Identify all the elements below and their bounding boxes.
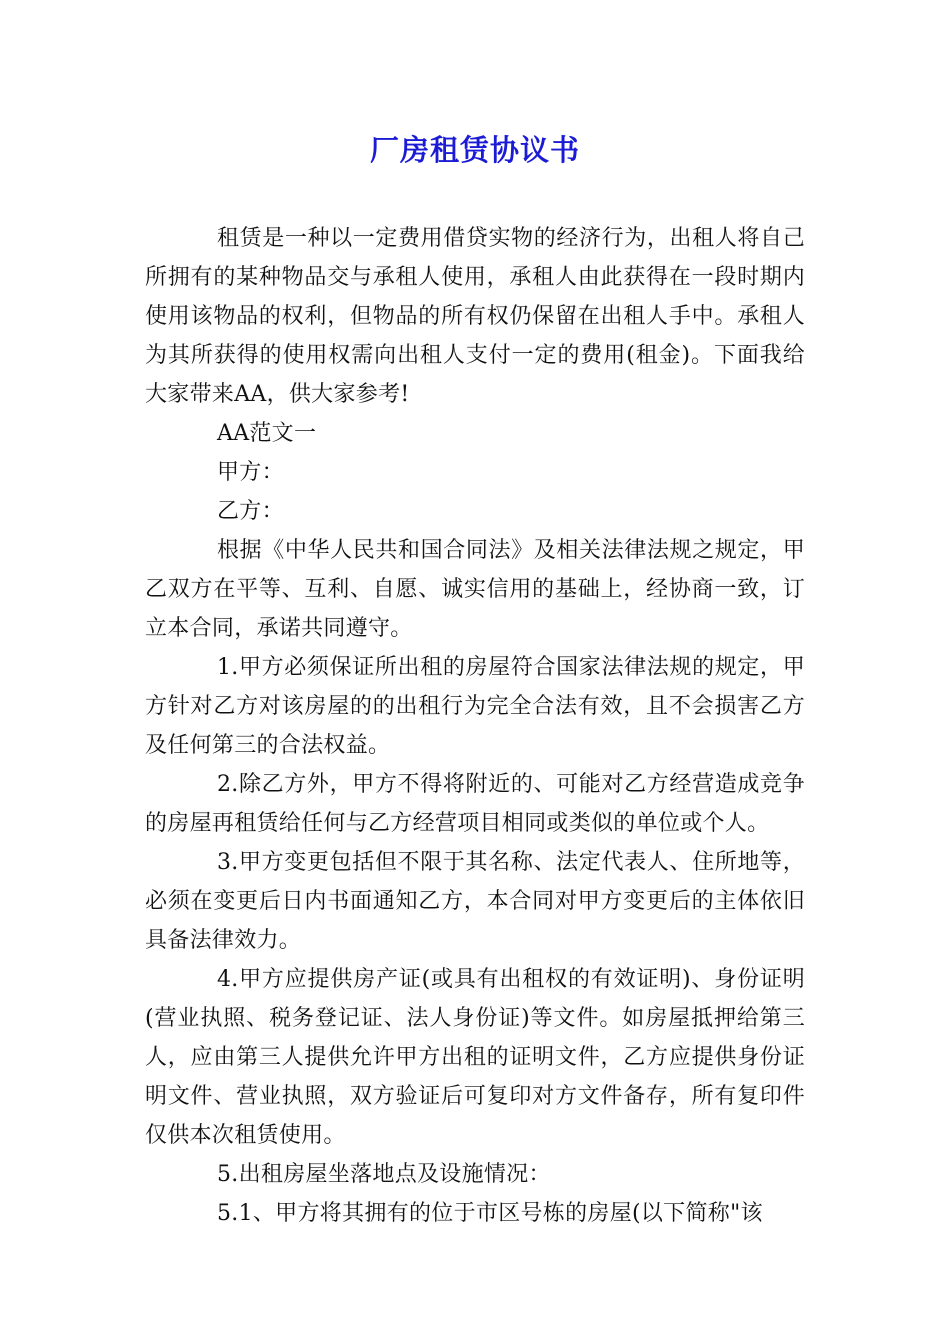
party-a-line: 甲方： bbox=[217, 460, 284, 485]
document-body bbox=[145, 219, 805, 1233]
document-title: 厂房租赁协议书 bbox=[369, 133, 580, 167]
intro-paragraph: 租赁是一种以一定费用借贷实物的经济行为，出租人将自己所拥有的某种物品交与承租人使用，承租人由此获得在一段时期内使用该物品的权利，但物品的所有权仍保留在出租人手中。承租人为其所获得的使用权需向出租人支付一定的费用(租金)。下面我给大家带来AA，供大家参考! bbox=[145, 226, 805, 407]
clause-4: 4.甲方应提供房产证(或具有出租权的有效证明)、身份证明(营业执照、税务登记证、法人身份证)等文件。如房屋抵押给第三人，应由第三人提供允许甲方出租的证明文件，乙方应提供身份证明文件、营业执照，双方验证后可复印对方文件备存，所有复印件仅供本次租赁使用。 bbox=[145, 967, 805, 1148]
clause-1: 1.甲方必须保证所出租的房屋符合国家法律法规的规定，甲方针对乙方对该房屋的的出租行为完全合法有效，且不会损害乙方及任何第三的合法权益。 bbox=[145, 655, 805, 758]
clause-3: 3.甲方变更包括但不限于其名称、法定代表人、住所地等，必须在变更后日内书面通知乙方，本合同对甲方变更后的主体依旧具备法律效力。 bbox=[145, 850, 805, 953]
clause-5-1: 5.1、甲方将其拥有的位于市区号栋的房屋(以下简称"该 bbox=[217, 1201, 763, 1226]
sample-heading: AA范文一 bbox=[217, 421, 317, 446]
party-b-line: 乙方： bbox=[217, 499, 284, 524]
preamble-paragraph: 根据《中华人民共和国合同法》及相关法律法规之规定，甲乙双方在平等、互利、自愿、诚实信用的基础上，经协商一致，订立本合同，承诺共同遵守。 bbox=[145, 538, 805, 641]
clause-2: 2.除乙方外，甲方不得将附近的、可能对乙方经营造成竞争的房屋再租赁给任何与乙方经营项目相同或类似的单位或个人。 bbox=[145, 772, 805, 836]
clause-5: 5.出租房屋坐落地点及设施情况： bbox=[217, 1162, 551, 1187]
